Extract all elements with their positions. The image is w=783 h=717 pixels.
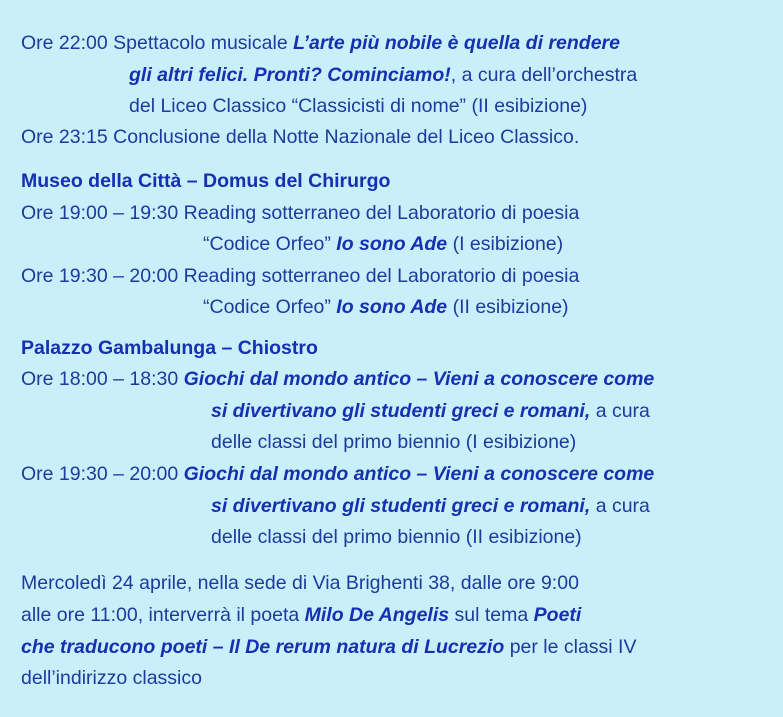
event-text: , a cura dell’orchestra <box>450 64 638 86</box>
event-text: delle classi del primo biennio (II esibizione) <box>211 526 582 548</box>
event-line <box>203 292 569 324</box>
event-line <box>21 28 620 60</box>
event-time: Ore 19:00 – 19:30 <box>21 202 179 224</box>
event-note: (II esibizione) <box>452 296 569 318</box>
event-text: a cura <box>595 495 650 517</box>
event-line <box>21 459 654 491</box>
footer-text: dell’indirizzo classico <box>21 667 202 689</box>
event-note: (I esibizione) <box>452 233 564 255</box>
event-line <box>21 122 579 154</box>
event-title: gli altri felici. Pronti? Cominciamo! <box>129 64 451 86</box>
event-title: Giochi dal mondo antico – Vieni a conoscere come <box>183 463 655 485</box>
event-time: Ore 22:00 <box>21 32 108 54</box>
event-line <box>203 229 563 261</box>
poet-name: Milo De Angelis <box>304 604 450 626</box>
section-heading: Palazzo Gambalunga – Chiostro <box>21 337 318 359</box>
event-title: si divertivano gli studenti greci e romani, <box>211 400 591 422</box>
footer-text: Mercoledì 24 aprile, nella sede di Via Brighenti 38, dalle ore 9:00 <box>21 572 579 594</box>
event-text: “Codice Orfeo” <box>203 233 331 255</box>
event-time: Ore 23:15 <box>21 126 108 148</box>
footer-line <box>21 568 579 600</box>
event-time: Ore 18:00 – 18:30 <box>21 368 179 390</box>
footer-line <box>21 600 581 632</box>
footer-line <box>21 663 202 695</box>
event-line <box>211 522 582 554</box>
event-line <box>21 261 579 293</box>
event-line <box>129 60 637 92</box>
event-line <box>211 491 650 523</box>
event-title: si divertivano gli studenti greci e romani, <box>211 495 591 517</box>
talk-title: che traducono poeti – Il De rerum natura di Lucrezio <box>21 636 505 658</box>
event-time: Ore 19:30 – 20:00 <box>21 265 179 287</box>
event-text: delle classi del primo biennio (I esibizione) <box>211 431 577 453</box>
event-title: Io sono Ade <box>336 296 448 318</box>
event-title: L’arte più nobile è quella di rendere <box>293 32 620 54</box>
footer-line <box>21 632 637 664</box>
event-title: Io sono Ade <box>336 233 448 255</box>
event-line <box>211 396 650 428</box>
event-text: “Codice Orfeo” <box>203 296 331 318</box>
section-heading: Museo della Città – Domus del Chirurgo <box>21 170 391 192</box>
event-text: Spettacolo musicale <box>113 32 288 54</box>
event-line <box>21 198 579 230</box>
talk-title: Poeti <box>533 604 582 626</box>
event-line <box>21 364 654 396</box>
event-time: Ore 19:30 – 20:00 <box>21 463 179 485</box>
event-text: Reading sotterraneo del Laboratorio di poesia <box>183 202 580 224</box>
event-line <box>211 427 576 459</box>
event-text: Reading sotterraneo del Laboratorio di poesia <box>183 265 580 287</box>
footer-text: sul tema <box>454 604 529 626</box>
event-title: Giochi dal mondo antico – Vieni a conoscere come <box>183 368 655 390</box>
footer-text: alle ore 11:00, interverrà il poeta <box>21 604 300 626</box>
footer-text: per le classi IV <box>509 636 637 658</box>
event-line <box>129 91 587 123</box>
event-text: Conclusione della Notte Nazionale del Liceo Classico. <box>113 126 580 148</box>
event-text: del Liceo Classico “Classicisti di nome” (II esibizione) <box>129 95 588 117</box>
event-text: a cura <box>595 400 650 422</box>
